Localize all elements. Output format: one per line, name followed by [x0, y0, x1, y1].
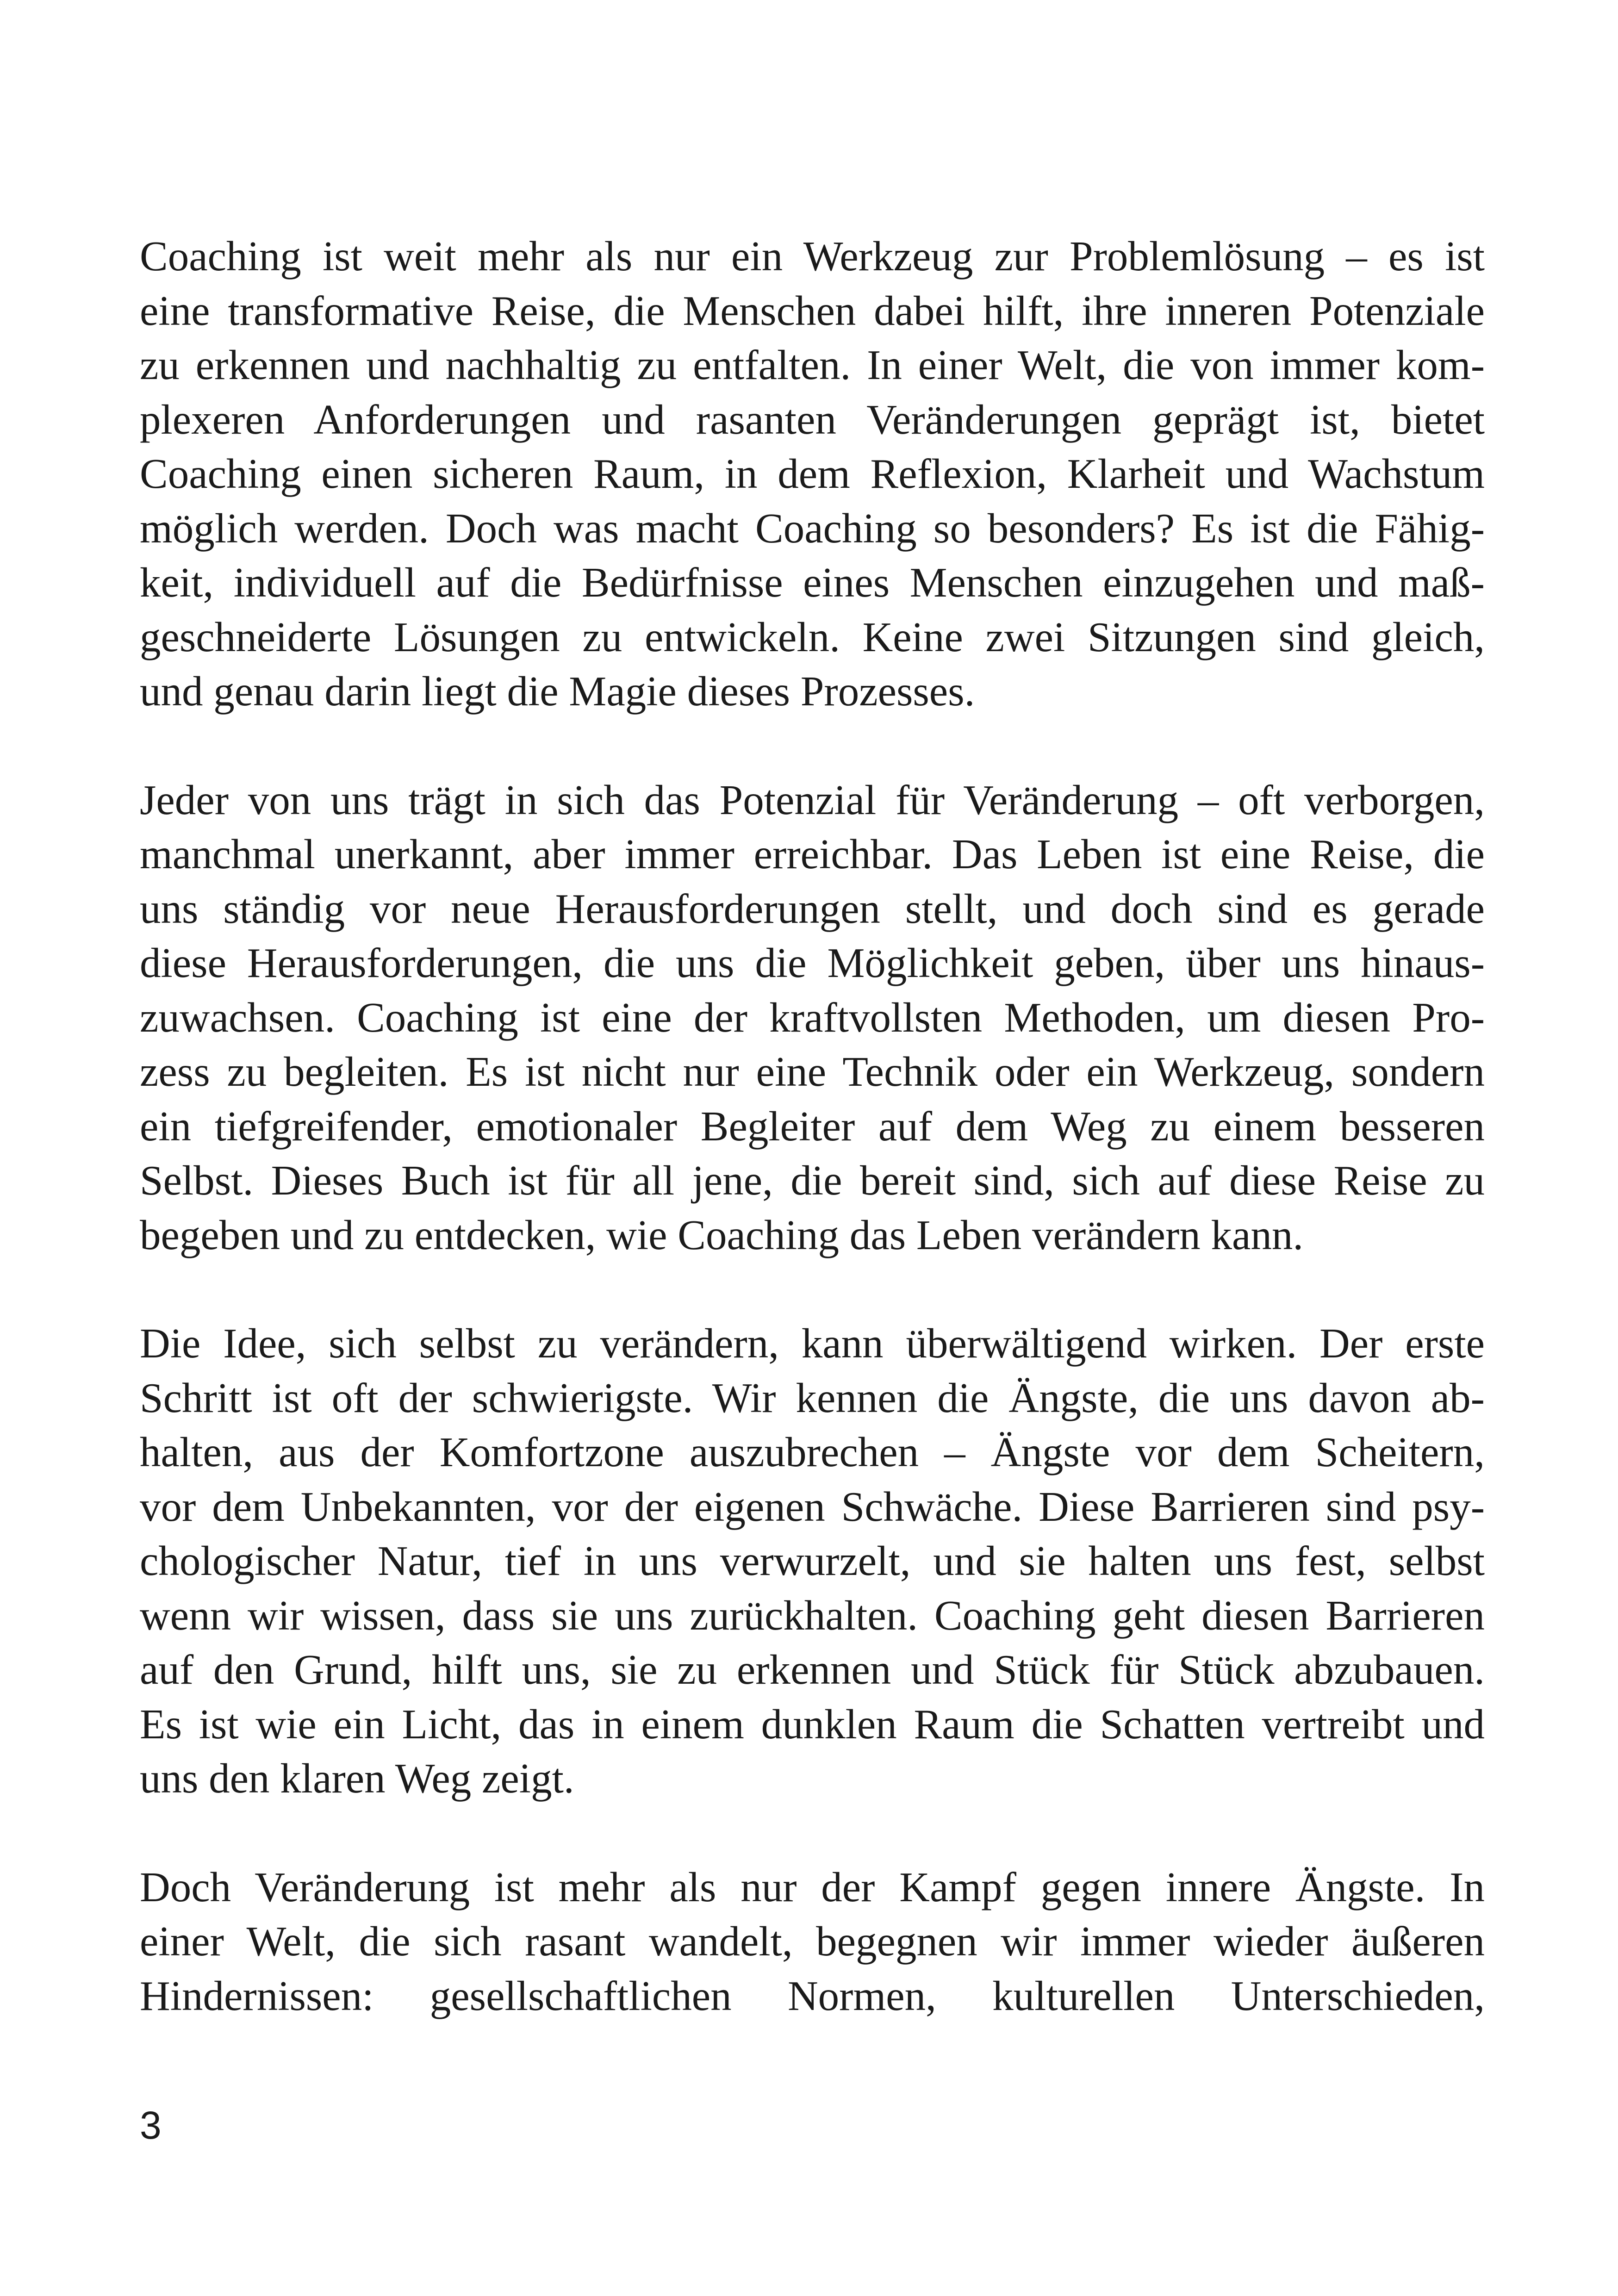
text-line: wenn wir wissen, dass sie uns zurückhalten. Coaching geht diesen Barrieren: [140, 1592, 1485, 1639]
text-line: Selbst. Dieses Buch ist für all jene, die bereit sind, sich auf diese Reise zu: [140, 1157, 1485, 1204]
text-line: plexeren Anforderungen und rasanten Veränderungen geprägt ist, bietet: [140, 396, 1485, 443]
page-number: 3: [140, 2103, 162, 2147]
paragraph-3: [140, 1316, 1485, 1806]
text-line: zu erkennen und nachhaltig zu entfalten. In einer Welt, die von immer kom-: [140, 342, 1485, 388]
text-line: Es ist wie ein Licht, das in einem dunklen Raum die Schatten vertreibt und: [140, 1700, 1485, 1748]
text-line: halten, aus der Komfortzone auszubrechen – Ängste vor dem Scheitern,: [140, 1429, 1485, 1475]
text-line: geschneiderte Lösungen zu entwickeln. Keine zwei Sitzungen sind gleich,: [140, 613, 1485, 660]
text-line: ein tiefgreifender, emotionaler Begleiter auf dem Weg zu einem besseren: [140, 1102, 1485, 1150]
text-line: Coaching ist weit mehr als nur ein Werkzeug zur Problemlösung – es ist: [140, 233, 1485, 280]
text-line: Jeder von uns trägt in sich das Potenzial für Veränderung – oft verborgen,: [140, 776, 1485, 823]
text-line: möglich werden. Doch was macht Coaching so besonders? Es ist die Fähig-: [140, 504, 1485, 552]
paragraph-2: [140, 773, 1485, 1263]
text-line: uns ständig vor neue Herausforderungen stellt, und doch sind es gerade: [140, 885, 1485, 932]
text-line: einer Welt, die sich rasant wandelt, begegnen wir immer wieder äußeren: [140, 1918, 1485, 1965]
text-line: manchmal unerkannt, aber immer erreichbar. Das Leben ist eine Reise, die: [140, 831, 1485, 877]
text-line: eine transformative Reise, die Menschen dabei hilft, ihre inneren Potenziale: [140, 287, 1485, 334]
text-line: vor dem Unbekannten, vor der eigenen Schwäche. Diese Barrieren sind psy-: [140, 1483, 1485, 1530]
paragraph-4: [140, 1860, 1485, 2023]
text-line: begeben und zu entdecken, wie Coaching das Leben verändern kann.: [140, 1211, 1304, 1258]
text-line: Schritt ist oft der schwierigste. Wir kennen die Ängste, die uns davon ab-: [140, 1374, 1485, 1421]
text-line: zuwachsen. Coaching ist eine der kraftvollsten Methoden, um diesen Pro-: [140, 994, 1485, 1041]
text-line: diese Herausforderungen, die uns die Möglichkeit geben, über uns hinaus-: [140, 940, 1485, 986]
text-line: keit, individuell auf die Bedürfnisse eines Menschen einzugehen und maß-: [140, 559, 1485, 606]
text-line: Die Idee, sich selbst zu verändern, kann überwältigend wirken. Der erste: [140, 1320, 1485, 1367]
text-line: auf den Grund, hilft uns, sie zu erkennen und Stück für Stück abzubauen.: [140, 1646, 1485, 1693]
text-line: Coaching einen sicheren Raum, in dem Reflexion, Klarheit und Wachstum: [140, 450, 1485, 497]
text-line: chologischer Natur, tief in uns verwurzelt, und sie halten uns fest, selbst: [140, 1537, 1485, 1584]
text-line: und genau darin liegt die Magie dieses Prozesses.: [140, 668, 975, 715]
text-line: zess zu begleiten. Es ist nicht nur eine Technik oder ein Werkzeug, sondern: [140, 1048, 1485, 1095]
text-line: Hindernissen: gesellschaftlichen Normen, kulturellen Unterschieden,: [140, 1972, 1485, 2019]
text-line: uns den klaren Weg zeigt.: [140, 1755, 574, 1802]
text-line: Doch Veränderung ist mehr als nur der Kampf gegen innere Ängste. In: [140, 1863, 1485, 1910]
paragraph-1: [140, 229, 1485, 719]
body-text: [140, 229, 1485, 2077]
